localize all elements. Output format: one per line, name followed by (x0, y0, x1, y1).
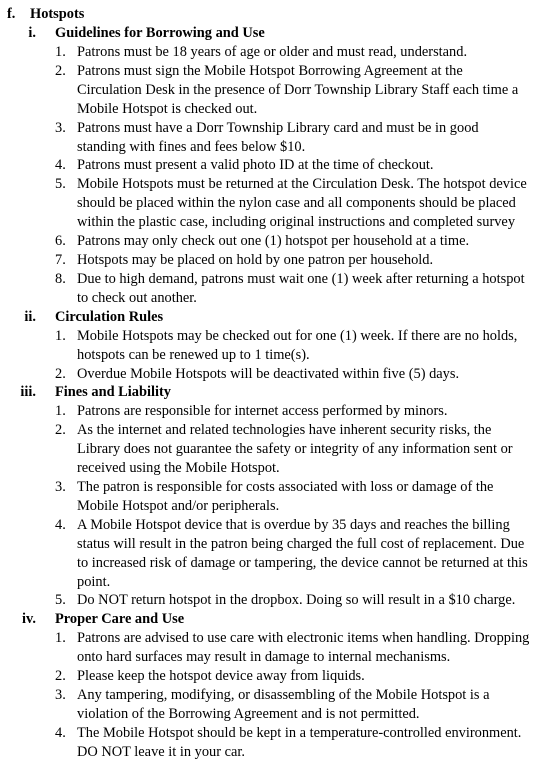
rule-text: Mobile Hotspots must be returned at the Circulation Desk. The hotspot device should be placed within the nylon case and all components should be placed within the plastic case, including original instructions and completed survey (77, 176, 527, 231)
subsection (0, 308, 552, 384)
rule-item (0, 327, 552, 365)
rule-text: A Mobile Hotspot device that is overdue by 35 days and reaches the billing status will result in the patron being charged the full cost of replacement. Due to increased risk of damage or tampering, the device cannot be returned at this point. (77, 516, 528, 590)
subsection-numeral: i. (28, 25, 36, 41)
rule-item (0, 156, 552, 175)
subsection-heading (0, 383, 552, 402)
rule-item (0, 686, 552, 724)
rule-item (0, 251, 552, 270)
rule-text: Patrons must be 18 years of age or older and must read, understand. (77, 44, 468, 60)
rule-item (0, 365, 552, 384)
rule-list (0, 327, 552, 384)
rule-number: 3. (55, 119, 66, 136)
rule-text: Any tampering, modifying, or disassembling of the Mobile Hotspot is a violation of the Borrowing Agreement and is not permitted. (77, 687, 490, 722)
subsection-heading (0, 308, 552, 327)
subsection-numeral: ii. (24, 308, 36, 325)
rule-item (0, 402, 552, 421)
rule-text: Mobile Hotspots may be checked out for one (1) week. If there are no holds, hotspots can be renewed up to 1 time(s). (77, 327, 518, 363)
section-label: f. (7, 6, 16, 22)
subsection (0, 383, 552, 610)
rule-text: Hotspots may be placed on hold by one patron per household. (77, 251, 434, 268)
rule-item (0, 516, 552, 592)
rule-text: Patrons are advised to use care with electronic items when handling. Dropping onto hard surfaces may result in damage to internal mechanisms. (77, 630, 530, 666)
rule-number: 8. (55, 270, 66, 287)
rule-text: As the internet and related technologies have inherent security risks, the Library does not guarantee the safety or integrity of any information sent or received using the Mobile Hotspot. (77, 422, 513, 477)
subsection (0, 610, 552, 761)
subsection-title: Circulation Rules (55, 308, 164, 325)
rule-number: 5. (55, 176, 66, 193)
rule-number: 1. (55, 630, 66, 647)
rule-text: Do NOT return hotspot in the dropbox. Doing so will result in a $10 charge. (77, 592, 516, 609)
rule-number: 2. (55, 62, 66, 79)
rule-item (0, 667, 552, 686)
rule-number: 2. (55, 422, 66, 439)
rule-number: 1. (55, 327, 66, 344)
rule-item (0, 724, 552, 762)
rule-item (0, 43, 552, 62)
rule-number: 4. (55, 724, 66, 741)
rule-list (0, 402, 552, 610)
rule-text: Overdue Mobile Hotspots will be deactivated within five (5) days. (77, 365, 460, 382)
rule-item (0, 175, 552, 232)
subsection-heading (0, 24, 552, 43)
rule-number: 6. (55, 233, 66, 250)
subsection-title: Proper Care and Use (55, 611, 185, 628)
rule-item (0, 270, 552, 308)
document-page (0, 5, 552, 762)
rule-text: Patrons may only check out one (1) hotspot per household at a time. (77, 233, 470, 250)
subsection-heading (0, 610, 552, 629)
rule-list (0, 43, 552, 308)
rule-text: Please keep the hotspot device away from liquids. (77, 668, 365, 685)
subsection-numeral: iv. (22, 611, 36, 628)
rule-number: 2. (55, 668, 66, 685)
section-heading (0, 5, 552, 24)
rule-item (0, 591, 552, 610)
rule-number: 4. (55, 516, 66, 533)
subsection (0, 24, 552, 308)
rule-item (0, 421, 552, 478)
rule-text: Patrons are responsible for internet access performed by minors. (77, 403, 448, 420)
rule-text: The Mobile Hotspot should be kept in a temperature-controlled environment. DO NOT leave it in your car. (77, 724, 522, 760)
rule-number: 7. (55, 251, 66, 268)
rule-item (0, 119, 552, 157)
rule-number: 4. (55, 157, 66, 174)
subsection-list (0, 24, 552, 762)
section-title: Hotspots (30, 6, 85, 22)
subsection-title: Fines and Liability (55, 384, 171, 401)
subsection-title: Guidelines for Borrowing and Use (55, 25, 265, 41)
rule-item (0, 478, 552, 516)
rule-number: 5. (55, 592, 66, 609)
rule-text: Due to high demand, patrons must wait one (1) week after returning a hotspot to check out another. (77, 270, 525, 306)
rule-list (0, 629, 552, 761)
rule-number: 3. (55, 687, 66, 704)
rule-number: 2. (55, 365, 66, 382)
rule-text: Patrons must sign the Mobile Hotspot Borrowing Agreement at the Circulation Desk in the presence of Dorr Township Library Staff each time a Mobile Hotspot is checked out. (77, 62, 519, 117)
subsection-numeral: iii. (20, 384, 36, 401)
rule-number: 3. (55, 479, 66, 496)
rule-text: Patrons must present a valid photo ID at the time of checkout. (77, 157, 434, 174)
rule-number: 1. (55, 44, 66, 60)
rule-text: Patrons must have a Dorr Township Library card and must be in good standing with fines and fees below $10. (77, 119, 479, 155)
rule-item (0, 62, 552, 119)
rule-item (0, 629, 552, 667)
rule-number: 1. (55, 403, 66, 420)
rule-item (0, 232, 552, 251)
rule-text: The patron is responsible for costs associated with loss or damage of the Mobile Hotspot and/or peripherals. (77, 479, 494, 514)
